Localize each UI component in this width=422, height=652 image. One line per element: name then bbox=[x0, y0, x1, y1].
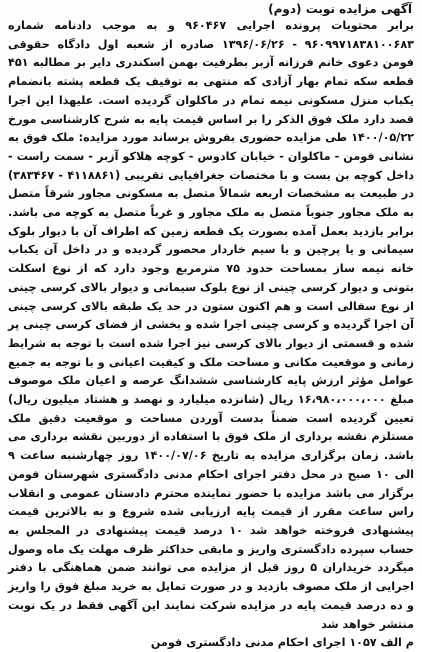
notice-body: برابر محتویات پرونده اجرایی ۹۶۰۴۶۷ و به موجب دادنامه شماره ۹۶۰۹۹۷۱۸۳۸۱۰۰۶۸۳ - ۱۳۹۶/۰۶/۲۶ صادره از شعبه اول دادگاه حقوقی فومن دعوی خانم فرزانه آزبر بطرفیت بهمن اسکندری دایر بر مطالبه ۴۵۱ قطعه سکه تمام بهار آزادی که منتهی به توقیف یک قطعه پشته بانضمام یکباب منزل مسکونی نیمه تمام در ماکلوان گردیده است. علیهذا این اجرا قصد دارد ملک فوق الذکر را بر اساس قیمت پایه به شرح کارشناسی مورخ ۱۴۰۰/۰۵/۲۲ طی مزایده حضوری بفروش برساند مورد مزایده: ملک فوق به نشانی فومن - ماکلوان - خیابان کادوس - کوچه هلاکو آزبر - سمت راست - داخل کوچه بن بست و با مختصات جغرافیایی تقریبی (۴۱۱۸۸۶۱ - ۳۸۳۴۶۷) در طبیعت به مشخصات اربعه شمالاً متصل به مسکونی مجاور شرقاً متصل به ملک مجاور جنوباً متصل به ملک مجاور و غرباً متصل به کوچه می باشد. برابر بازدید بعمل آمده بصورت یک قطعه زمین که اطراف آن با دیوار بلوک سیمانی و یا پرچین و یا سیم خاردار محصور گردیده و در داخل آن یکباب خانه نیمه ساز بمساحت حدود ۷۵ مترمربع وجود دارد که از نوع اسکلت بتونی و دیوار کرسی چینی از نوع بلوک سیمانی و دیوار بالای کرسی چینی از نوع سفالی است و هم اکنون ستون در حد یک طبقه بالای کرسی چینی آن اجرا گردیده و کرسی چینی اجرا شده و بخشی از فضای کرسی چینی پر شده و قسمتی از دیوار بالای کرسی نیز اجرا شده است با توجه به شرایط زمانی و موقعیت مکانی و مساحت ملک و کیفیت اعیانی و با توجه به جمیع عوامل مؤثر ارزش پایه کارشناسی ششدانگ عرصه و اعیان ملک موصوف مبلغ ۱۶،۹۸۰،۰۰۰،۰۰۰ ریال (شانزده میلیارد و نهصد و هشتاد میلیون ریال) تعیین گردیده است ضمناً بدست آوردن مساحت و موقعیت دقیق ملک مستلزم نقشه برداری از ملک فوق با استفاده از دوربین نقشه برداری می باشد. زمان برگزاری مزایده به تاریخ ۱۴۰۰/۰۷/۰۶ روز چهارشنبه ساعت ۹ الی ۱۰ صبح در محل دفتر اجرای احکام مدنی دادگستری شهرستان فومن برگزار می باشد مزایده با حضور نماینده محترم دادستان عمومی و انقلاب راس ساعت مقرر از قیمت پایه ارزیابی شده شروع و به بالاترین قیمت پیشنهادی فروخته خواهد شد ۱۰ درصد قیمت پیشنهادی در المجلس به حساب سپرده دادگستری واریز و مابقی حداکثر ظرف مهلت یک ماه وصول میگردد خریداران ۵ روز قبل از مزایده می توانند ضمن هماهنگی با دفتر اجرایی از ملک مصوف بازدید و در صورت تمایل به خرید مبلغ فوق را واریز و ده درصد قیمت پایه در مزایده شرکت نمایند این آگهی فقط در یک نوبت منتشر خواهد شد bbox=[8, 19, 414, 631]
notice-footer: م الف ۱۰۵۷ اجرای احکام مدنی دادگستری فومن bbox=[150, 636, 414, 650]
notice-title: آگهی مزایده نوبت (دوم) bbox=[268, 2, 412, 16]
